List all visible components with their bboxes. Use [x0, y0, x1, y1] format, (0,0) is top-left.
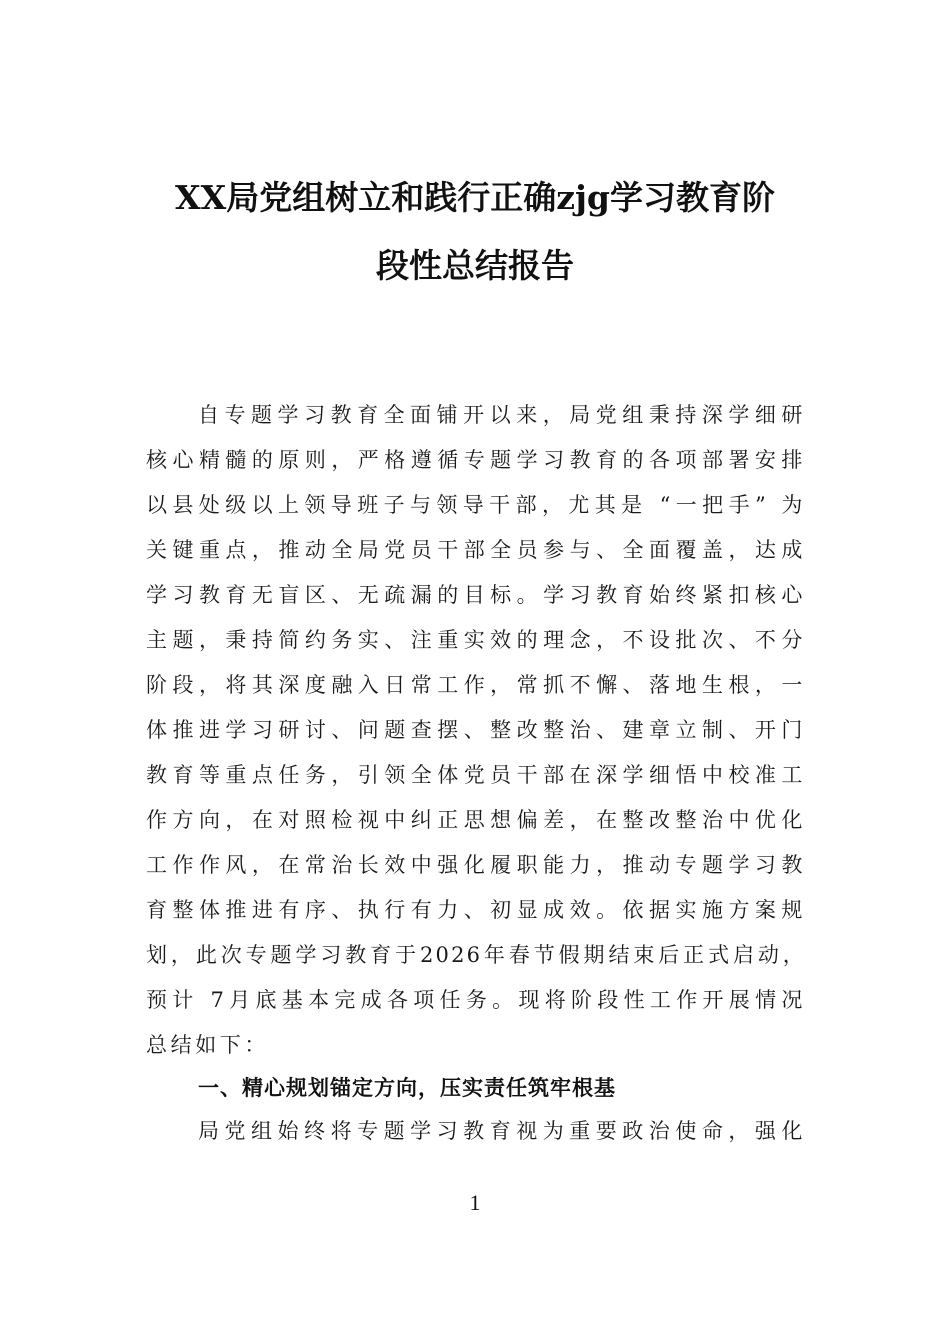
paragraph-line: 划，此次专题学习教育于2026年春节假期结束后正式启动，: [146, 943, 806, 967]
paragraph-line: 学习教育无盲区、无疏漏的目标。学习教育始终紧扣核心: [146, 583, 806, 607]
paragraph-line: 主题，秉持简约务实、注重实效的理念，不设批次、不分: [146, 628, 806, 652]
paragraph-line: 核心精髓的原则，严格遵循专题学习教育的各项部署安排: [146, 448, 806, 472]
paragraph-line: 作方向，在对照检视中纠正思想偏差，在整改整治中优化: [146, 808, 806, 832]
section-heading: 一、精心规划锚定方向，压实责任筑牢根基: [198, 1076, 616, 1100]
document-title-line-1: XX局党组树立和践行正确zjg学习教育阶: [175, 178, 775, 217]
paragraph-line: 育整体推进有序、执行有力、初显成效。依据实施方案规: [146, 898, 806, 922]
paragraph-line: 关键重点，推动全局党员干部全员参与、全面覆盖，达成: [146, 538, 806, 562]
paragraph-line: 教育等重点任务，引领全体党员干部在深学细悟中校准工: [146, 763, 806, 787]
paragraph-line: 自专题学习教育全面铺开以来，局党组秉持深学细研: [198, 403, 806, 427]
paragraph-1: [146, 400, 806, 1060]
paragraph-line: 预计 7月底基本完成各项任务。现将阶段性工作开展情况: [146, 988, 806, 1012]
paragraph-line: 总结如下：: [146, 1033, 269, 1057]
paragraph-line: 阶段，将其深度融入日常工作，常抓不懈、落地生根，一: [146, 673, 806, 697]
paragraph-line: 工作作风，在常治长效中强化履职能力，推动专题学习教: [146, 853, 806, 877]
document-title-line-2: 段性总结报告: [376, 246, 574, 285]
paragraph-2: [146, 1116, 806, 1156]
paragraph-line: 局党组始终将专题学习教育视为重要政治使命，强化: [198, 1119, 806, 1143]
page-number: 1: [469, 1190, 481, 1215]
paragraph-line: 体推进学习研讨、问题查摆、整改整治、建章立制、开门: [146, 718, 806, 742]
paragraph-line: 以县处级以上领导班子与领导干部，尤其是 “一把手” 为: [146, 493, 806, 517]
